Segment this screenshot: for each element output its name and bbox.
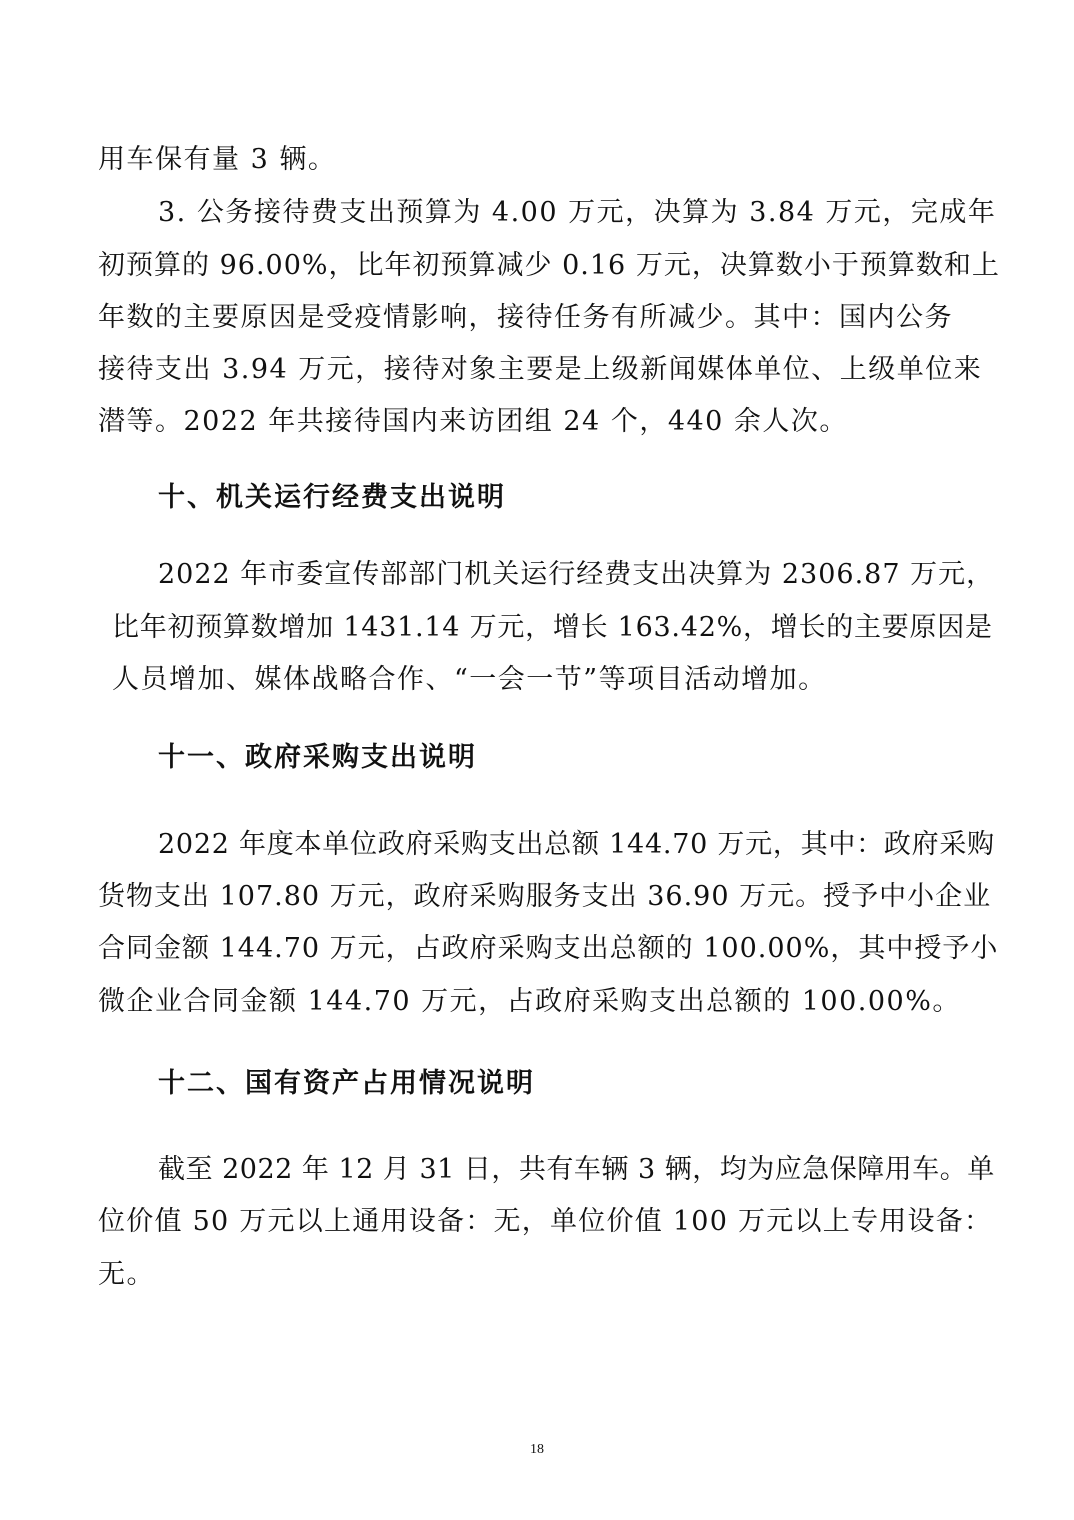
body-line: 截至 2022 年 12 月 31 日，共有车辆 3 辆，均为应急保障用车。单 <box>158 1154 995 1185</box>
body-line: 接待支出 3.94 万元，接待对象主要是上级新闻媒体单位、上级单位来 <box>98 354 983 385</box>
section-heading: 十二、国有资产占用情况说明 <box>158 1068 535 1099</box>
section-heading: 十一、政府采购支出说明 <box>158 742 477 773</box>
body-line: 2022 年市委宣传部部门机关运行经费支出决算为 2306.87 万元， <box>158 559 995 590</box>
body-line: 人员增加、媒体战略合作、“一会一节”等项目活动增加。 <box>112 664 827 695</box>
body-line: 比年初预算数增加 1431.14 万元，增长 163.42%，增长的主要原因是 <box>112 612 993 643</box>
body-line: 货物支出 107.80 万元，政府采购服务支出 36.90 万元。授予中小企业 <box>98 881 992 912</box>
body-line: 合同金额 144.70 万元，占政府采购支出总额的 100.00%，其中授予小 <box>98 933 999 964</box>
body-line: 微企业合同金额 144.70 万元，占政府采购支出总额的 100.00%。 <box>98 986 961 1017</box>
body-line: 初预算的 96.00%，比年初预算减少 0.16 万元，决算数小于预算数和上 <box>98 250 1000 281</box>
body-line: 3. 公务接待费支出预算为 4.00 万元，决算为 3.84 万元，完成年 <box>158 197 997 228</box>
body-line: 潜等。2022 年共接待国内来访团组 24 个，440 余人次。 <box>98 406 848 437</box>
section-heading: 十、机关运行经费支出说明 <box>158 482 506 513</box>
body-line: 位价值 50 万元以上通用设备：无，单位价值 100 万元以上专用设备： <box>98 1206 993 1237</box>
body-line: 2022 年度本单位政府采购支出总额 144.70 万元，其中：政府采购 <box>158 829 995 860</box>
body-line: 用车保有量 3 辆。 <box>98 144 337 175</box>
body-line: 年数的主要原因是受疫情影响，接待任务有所减少。其中：国内公务 <box>98 302 953 333</box>
body-line: 无。 <box>98 1259 155 1290</box>
page-number: 18 <box>530 1442 544 1457</box>
